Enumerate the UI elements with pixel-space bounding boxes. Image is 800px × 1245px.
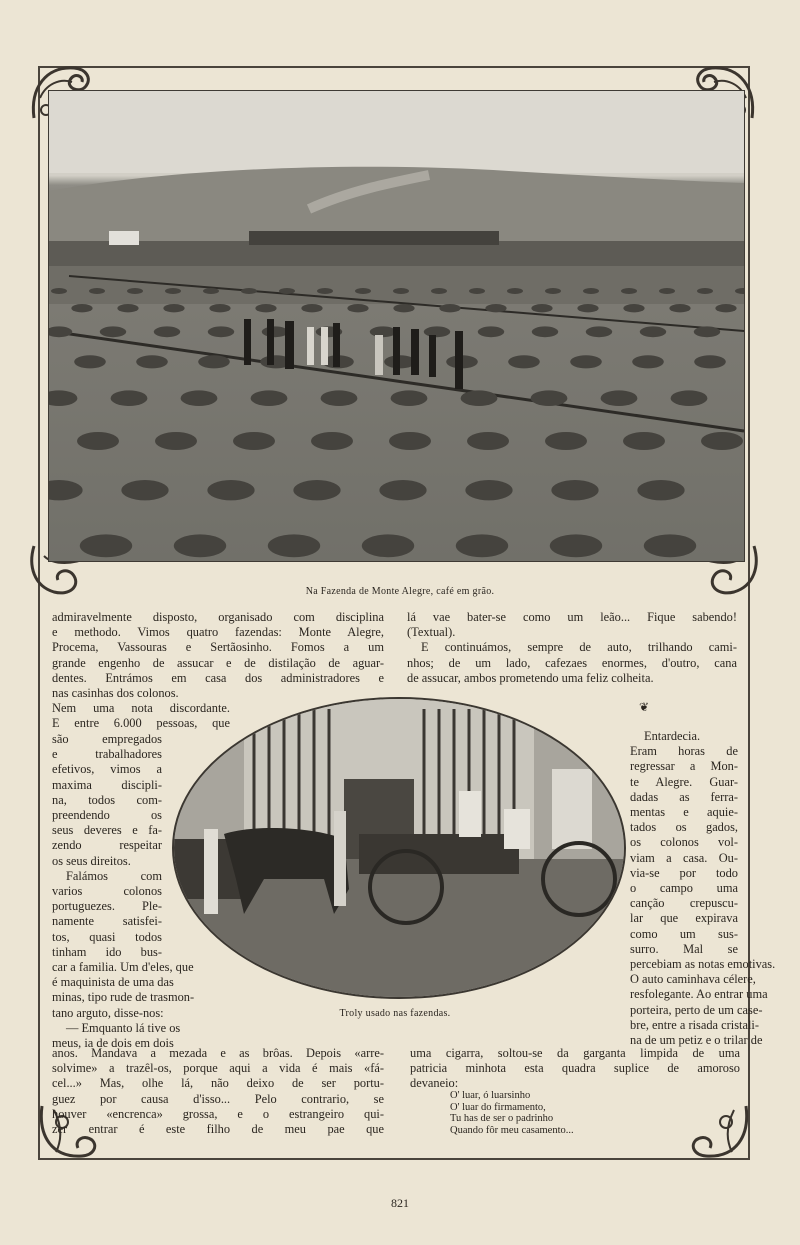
coffee-mound [121,480,168,500]
text-line: porteira, perto de um case- [630,1002,763,1017]
text-line: car a familia. Um d'eles, que [52,960,194,975]
coffee-mound [49,326,72,337]
coffee-mound [262,326,288,337]
coffee-mound [715,304,736,312]
text-line: admiravelmente disposto, organisado com disciplina [52,610,384,624]
troly-carriage-photo [172,697,626,999]
coffee-mound [51,288,67,294]
text-line: Procema, Vassouras e Sertãosinho. Fomos a um [52,640,384,655]
text-line: tos, quasi todos [52,929,162,944]
coffee-mound [623,304,644,312]
text-line: varios colonos [52,884,162,899]
top-photo-caption: Na Fazenda de Monte Alegre, café em grão. [305,586,495,597]
coffee-mound [621,288,637,294]
text-line: anos. Mandava a mezada e as brôas. Depois «arre- [52,1046,384,1060]
text-line: E entre 6.000 pessoas, que [52,716,230,731]
corner-ornament-bottom-right [686,1096,756,1166]
coffee-mound [362,534,414,557]
coffee-mound [311,432,353,450]
text-line: tados os gados, [630,820,738,835]
text-line: Falámos com [66,868,162,883]
coffee-mound [551,480,598,500]
text-line: viam a casa. Ou- [630,850,738,865]
text-line: via-se por todo [630,865,738,880]
coffee-mound [233,432,275,450]
verse-line: O' luar, ó luarsinho [450,1090,531,1101]
page-number: 821 [391,1196,409,1210]
coffee-mound [207,480,254,500]
coffee-mound [255,304,276,312]
coffee-mound [117,304,138,312]
text-line: Entardecia. [644,729,701,743]
coffee-mound [268,534,320,557]
coffee-mound [321,390,358,406]
coffee-mound [439,304,460,312]
coffee-mound [74,355,106,368]
coffee-mound [485,304,506,312]
coffee-mound [570,355,602,368]
coffee-mound [389,432,431,450]
text-line: patricia minhota esta quadra suplice de amoroso [410,1061,740,1076]
left-column-bottom [52,1046,384,1137]
text-line: mentas e aquie- [630,805,738,820]
coffee-mound [659,288,675,294]
text-line: devaneio: [410,1076,459,1091]
coffee-mound [545,432,587,450]
text-line: regressar a Mon- [630,759,738,774]
coffee-mound [279,288,295,294]
coffee-mound [456,534,508,557]
coffee-mound [391,390,428,406]
text-line: portuguezes. Ple- [52,899,162,914]
text-line: nas casinhas dos colonos. [52,686,179,701]
text-line: (Textual). [407,625,456,640]
text-line: preendendo os [52,808,162,823]
text-line: na de um petiz e o trilar de [630,1033,763,1048]
coffee-mound [431,288,447,294]
text-line: surro. Mal se [630,941,738,956]
coffee-mound [163,304,184,312]
coffee-mound [637,480,684,500]
text-line: zendo respeitar [52,838,162,853]
text-line: guez por causa d'isso... Pelo contrario, se [52,1091,384,1106]
coffee-mound [155,432,197,450]
text-line: na, todos com- [52,792,162,807]
coffee-mound [478,326,504,337]
text-line: os colonos vol- [630,835,738,850]
coffee-mound [424,326,450,337]
coffee-mound [203,288,219,294]
coffee-mound [393,288,409,294]
coffee-mound [465,480,512,500]
verse-line: Quando fôr meu casamento... [450,1124,574,1136]
coffee-mound [531,390,568,406]
coffee-mound [601,390,638,406]
coffee-mound [80,534,132,557]
text-line: zer entrar é este filho de meu pae que [52,1122,384,1137]
section-fleuron-icon: ❦ [639,700,650,714]
text-line: maxima discipli- [52,777,162,792]
text-line: nhos; de um lado, cafezaes enormes, d'outro, cana [407,655,737,670]
left-column-narrow [52,732,195,1051]
coffee-mound [379,480,426,500]
coffee-mound [165,288,181,294]
text-line: Nem uma nota discordante. [52,701,230,715]
coffee-mound [577,304,598,312]
text-line: te Alegre. Guar- [630,774,738,789]
text-line: tinham ido bus- [52,944,162,959]
coffee-mound [198,355,230,368]
text-line: E continuámos, sempre de auto, trilhando cami- [421,640,737,655]
coffee-mound [154,326,180,337]
coffee-mound [701,432,743,450]
text-line: namente satisfei- [52,914,162,929]
text-line: — Emquanto lá tive os [66,1020,181,1035]
right-column-narrow [630,729,776,1048]
coffee-mound [174,534,226,557]
coffee-mound [209,304,230,312]
left-column-mid [52,701,230,731]
coffee-drying-yard-photo [48,90,745,562]
text-line: O auto caminhava célere, [630,972,756,987]
coffee-mound [583,288,599,294]
text-line: resfolegante. Ao entrar uma [630,987,768,1002]
text-line: efetivos, vimos a [52,762,162,777]
folk-verse [450,1090,574,1136]
left-column-top [52,610,384,701]
text-line: tano arguto, disse-nos: [52,1005,164,1020]
coffee-mound [77,432,119,450]
coffee-mound [586,326,612,337]
coffee-mound [293,480,340,500]
text-line: e methodo. Vimos quatro fazendas: Monte Alegre, [52,625,384,640]
text-line: bre, entre a risada cristali- [630,1017,760,1032]
coffee-mound [347,304,368,312]
coffee-mound [508,355,540,368]
coffee-mound [71,304,92,312]
coffee-mound [469,288,485,294]
text-line: solvime» a trazêl-os, porque aqui a vida é mais «fá- [52,1061,384,1076]
text-line: meus, ia de dois em dois [52,1036,174,1051]
coffee-mound [632,355,664,368]
coffee-mound [461,390,498,406]
text-line: canção crepuscu- [630,896,738,911]
coffee-mound [49,390,77,406]
coffee-mound [100,326,126,337]
coffee-mound [317,288,333,294]
text-line: e trabalhadores [52,747,162,762]
coffee-mound [623,432,665,450]
coffee-mound [181,390,218,406]
coffee-mound [640,326,666,337]
text-line: dentes. Entrámos em casa dos administradores e [52,670,384,685]
coffee-mound [89,288,105,294]
text-line: como um sus- [630,926,738,941]
coffee-mound [644,534,696,557]
coffee-mound [136,355,168,368]
text-line: de assucar, ambos prometendo uma feliz colheita. [407,670,654,685]
text-line: lá vae bater-se como um leão... Fique sabendo! [407,610,737,624]
text-line: percebiam as notas emotivas. [630,957,776,972]
coffee-mound [550,534,602,557]
text-line: grande engenho de assucar e de distilação de aguar- [52,655,384,670]
coffee-mound [669,304,690,312]
coffee-mound [507,288,523,294]
coffee-mound [241,288,257,294]
text-line: uma cigarra, soltou-se da garganta limpida de uma [410,1046,740,1060]
text-line: são empregados [52,732,162,746]
coffee-mound [697,288,713,294]
text-line: cel...» Mas, olhe lá, não deixo de ser portu- [52,1076,384,1091]
coffee-mound [111,390,148,406]
text-line: houver «encrenca» grossa, e o estrangeiro qui- [52,1106,384,1121]
coffee-mound [208,326,234,337]
coffee-mound [49,480,83,500]
text-line: Eram horas de [630,744,738,759]
verse-line: O' luar do firmamento, [450,1101,546,1113]
coffee-mound [531,304,552,312]
text-line: lar que expirava [630,911,738,926]
text-line: o campo uma [630,881,738,896]
text-line: seus deveres e fa- [52,823,162,838]
text-line: minas, tipo rude de trasmon- [52,990,195,1005]
oval-photo-caption: Troly usado nas fazendas. [339,1008,451,1019]
coffee-mound [694,326,720,337]
coffee-mound [355,288,371,294]
coffee-mound [532,326,558,337]
verse-line: Tu has de ser o padrinho [450,1113,554,1125]
coffee-mound [694,355,726,368]
coffee-mound [301,304,322,312]
coffee-mound [127,288,143,294]
coffee-mound [467,432,509,450]
coffee-mound [671,390,708,406]
right-column-top [407,610,737,686]
text-line: é maquinista de uma das [52,975,174,990]
right-column-bottom [410,1046,740,1092]
coffee-mound [393,304,414,312]
coffee-mound [545,288,561,294]
text-line: os seus direitos. [52,853,131,868]
text-line: dadas as ferra- [630,789,738,804]
coffee-mound [251,390,288,406]
